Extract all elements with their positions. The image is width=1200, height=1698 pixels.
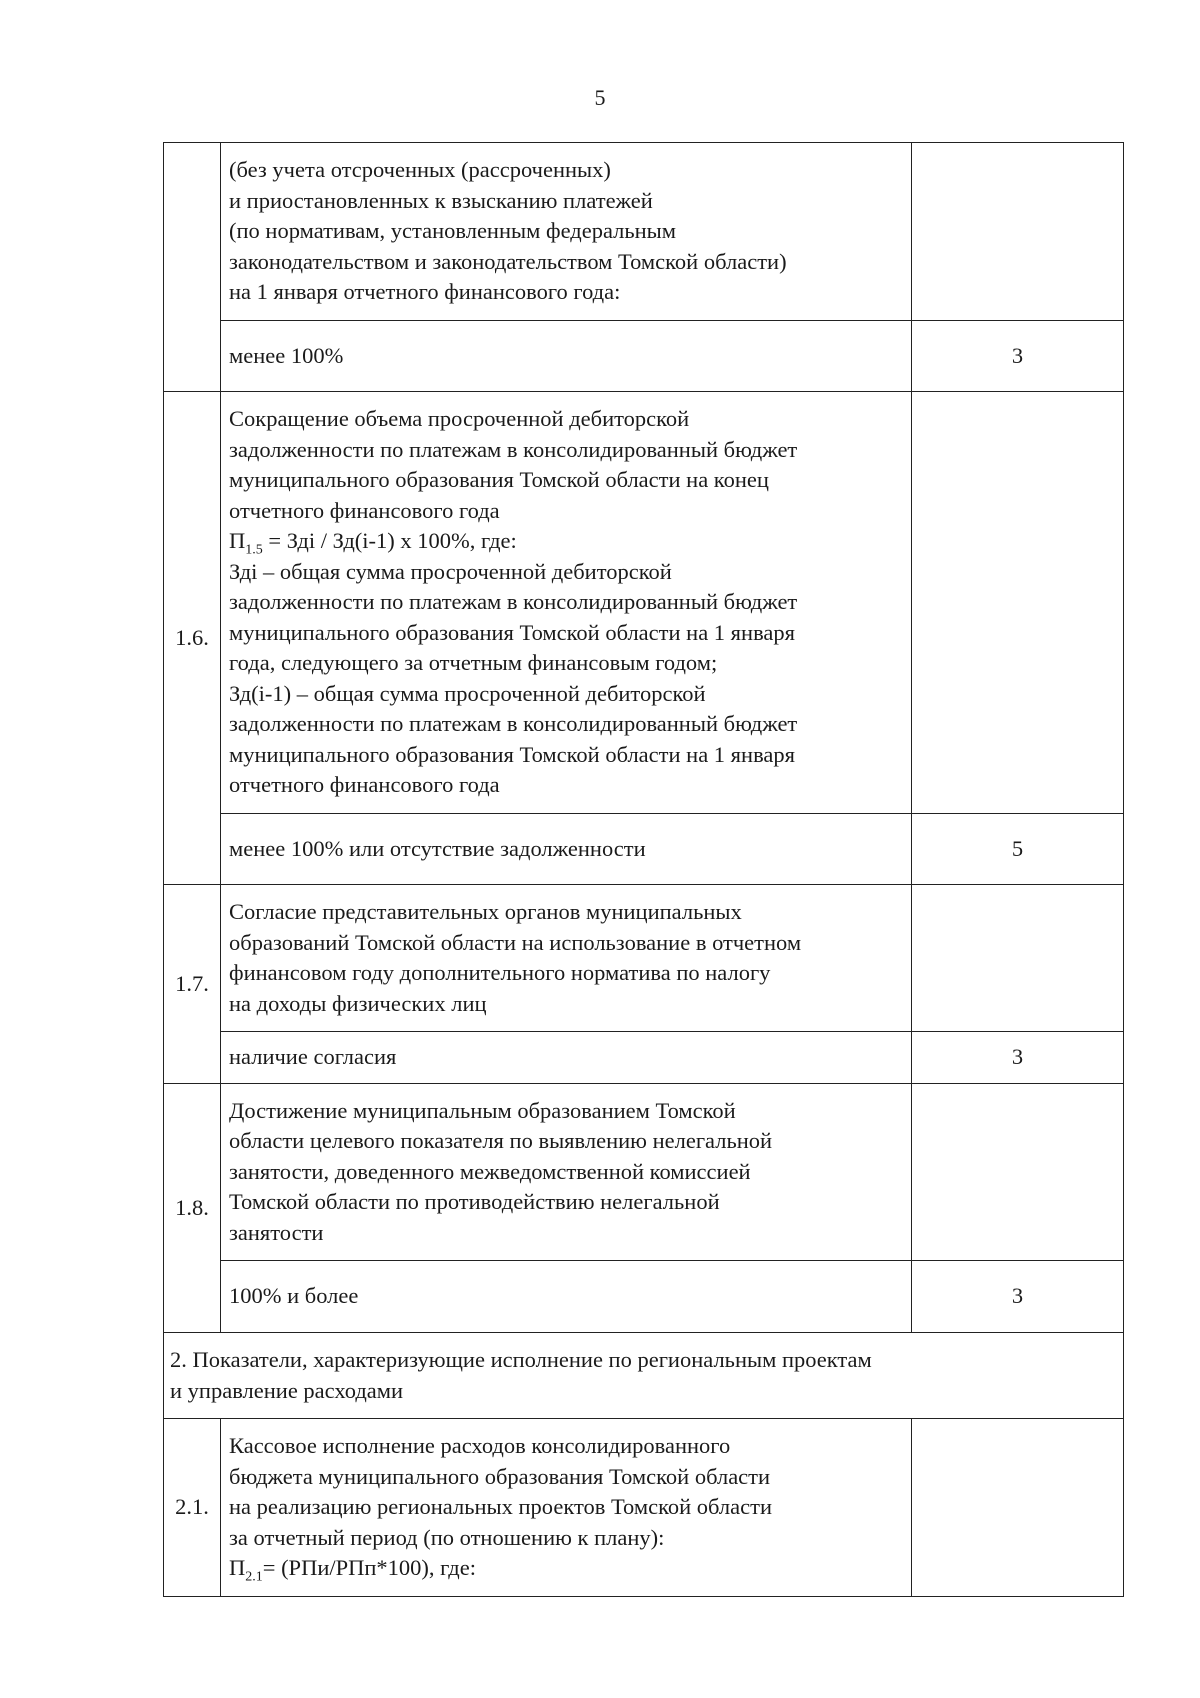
row-number-cell — [164, 143, 221, 392]
table-row — [164, 143, 1124, 321]
criterion-cell — [221, 813, 912, 885]
row-number: 1.6. — [164, 392, 221, 885]
table-row — [164, 1083, 1124, 1261]
score-cell-empty — [912, 392, 1124, 814]
formula-expression: = (РПи/РПп*100), где: — [262, 1555, 476, 1580]
score-value: 3 — [912, 1032, 1124, 1084]
table-row — [164, 1032, 1124, 1084]
indicator-description — [221, 392, 911, 813]
row-number: 1.8. — [164, 1083, 221, 1333]
indicator-title: Сокращение объема просроченной дебиторской задолженности по платежам в консолидированный бюджет муниципального образования Томской области на конец отчетного финансового года — [229, 406, 798, 523]
section-header-cell — [164, 1333, 1124, 1419]
section-header-row — [164, 1333, 1124, 1419]
table-row — [164, 885, 1124, 1032]
table-row — [164, 1261, 1124, 1333]
indicator-formula — [229, 528, 517, 558]
score-cell-empty — [912, 885, 1124, 1032]
score-value: 3 — [912, 1261, 1124, 1333]
formula-definitions: Здi – общая сумма просроченной дебиторской задолженности по платежам в консолидированный бюджет муниципального образования Томской области на 1 января года, следующего за отчетным финансовым годом; Зд(i-1) – общая сумма просроченной дебиторской задолженности по платежам в консолидированный бюджет муниципального образования Томской области на 1 января отчетного финансового года — [229, 558, 798, 797]
table-row — [164, 1419, 1124, 1597]
indicator-description: (без учета отсроченных (рассроченных) и приостановленных к взысканию платежей (по нормативам, установленным федеральным законодательством и законодательством Томской области) на 1 января отчетного финансового года: — [229, 157, 787, 304]
formula-symbol: П — [229, 1555, 246, 1580]
score-cell-empty — [912, 143, 1124, 321]
criterion-text: менее 100% или отсутствие задолженности — [229, 835, 646, 861]
criterion-text: 100% и более — [229, 1283, 359, 1308]
formula-subscript: 2.1 — [245, 1569, 263, 1585]
row-number: 1.7. — [164, 885, 221, 1084]
indicator-description: Согласие представительных органов муниципальных образований Томской области на использование в отчетном финансовом году дополнительного норматива по налогу на доходы физических лиц — [229, 899, 802, 1016]
score-value: 3 — [912, 320, 1124, 392]
score-cell-empty — [912, 1419, 1124, 1597]
table-row — [164, 813, 1124, 885]
table-row — [164, 320, 1124, 392]
indicator-description-cell — [221, 392, 912, 814]
indicator-formula — [229, 1555, 476, 1585]
criterion-cell — [221, 320, 912, 392]
indicator-description: Достижение муниципальным образованием Томской области целевого показателя по выявлению нелегальной занятости, доведенного межведомственной комиссией Томской области по противодействию нелегальной занятости — [229, 1097, 773, 1245]
indicator-title: Кассовое исполнение расходов консолидированного бюджета муниципального образования Томской области на реализацию региональных проектов Томской области за отчетный период (по отношению к плану): — [229, 1433, 772, 1550]
indicator-description — [221, 1419, 911, 1596]
indicator-description-cell — [221, 143, 912, 321]
criteria-table — [163, 142, 1124, 1597]
table-row — [164, 392, 1124, 814]
score-cell-empty — [912, 1083, 1124, 1261]
indicator-description-cell — [221, 1419, 912, 1597]
formula-expression: = Здi / Зд(i-1) х 100%, где: — [262, 528, 517, 553]
criterion-cell — [221, 1032, 912, 1084]
formula-subscript: 1.5 — [245, 542, 263, 558]
criterion-cell — [221, 1261, 912, 1333]
criterion-text: менее 100% — [229, 342, 344, 368]
formula-symbol: П — [229, 528, 246, 553]
score-value: 5 — [912, 813, 1124, 885]
section-title: 2. Показатели, характеризующие исполнение по региональным проектам и управление расходами — [170, 1347, 872, 1403]
criterion-text: наличие согласия — [229, 1044, 397, 1069]
page-number: 5 — [594, 85, 606, 110]
indicator-description-cell — [221, 885, 912, 1032]
row-number: 2.1. — [164, 1419, 221, 1597]
indicator-description-cell — [221, 1083, 912, 1261]
